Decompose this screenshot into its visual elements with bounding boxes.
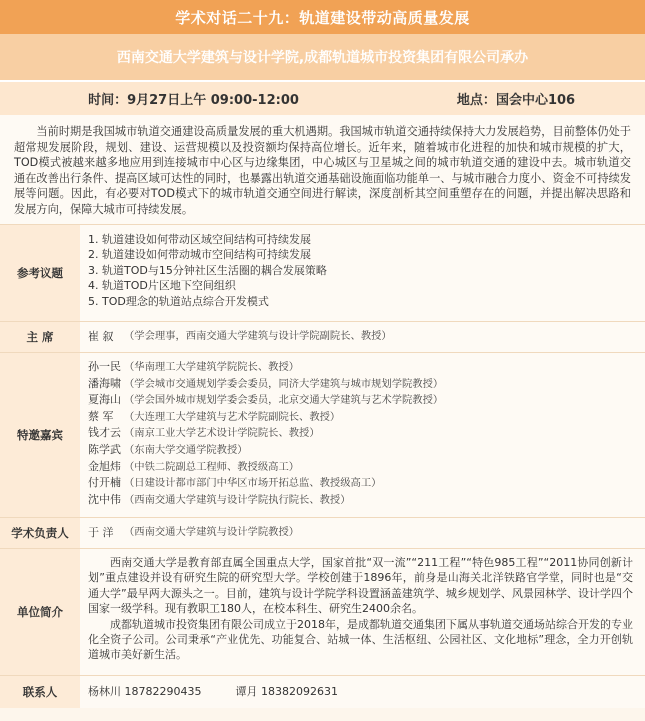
chair-role: （学会理事，西南交通大学建筑与设计学院副院长、教授） — [124, 330, 392, 343]
guest-item — [88, 492, 637, 509]
unit-intro-paragraph: 成都轨道城市投资集团有限公司成立于2018年，是成都轨道交通集团下属从事轨道交通场站综合开发的专业化全资子公司。公司秉承“产业优先、功能复合、站城一体、生活枢纽、公园社区、文化地标”理念，全力开创轨道城市美好新生活。 — [88, 617, 633, 662]
chair-label: 主 席 — [0, 322, 80, 352]
time-label: 时间： — [88, 93, 128, 108]
guest-item — [88, 409, 637, 426]
guest-role: （东南大学交通学院教授） — [124, 443, 248, 456]
guests-label: 特邀嘉宾 — [0, 353, 80, 517]
guest-name: 孙一民 — [88, 360, 121, 373]
guest-name: 陈学武 — [88, 442, 121, 456]
host-organizers: 西南交通大学建筑与设计学院,成都轨道城市投资集团有限公司承办 — [0, 34, 645, 82]
topic-item: 2. 轨道建设如何带动城市空间结构可持续发展 — [88, 248, 311, 262]
chair-name: 崔 叙 — [88, 330, 114, 344]
topics-label: 参考议题 — [0, 225, 80, 321]
guest-item — [88, 459, 637, 476]
guest-item — [88, 475, 637, 492]
contact-row — [0, 676, 645, 708]
location-value: 国会中心106 — [495, 93, 576, 108]
guest-role: （中铁二院副总工程师、教授级高工） — [124, 460, 300, 473]
guest-item — [88, 392, 637, 409]
time-value: 9月27日上午 09:00-12:00 — [127, 93, 299, 108]
units-label: 单位简介 — [0, 549, 80, 675]
contact-person-2: 谭月 18382092631 — [235, 685, 338, 699]
intro-paragraph: 当前时期是我国城市轨道交通建设高质量发展的重大机遇期。我国城市轨道交通持续保持大力发展趋势，目前整体仍处于超常规发展阶段，规划、建设、运营规模以及投资额均保持高位增长。近年来，随着城市化进程的加快和城市规模的扩大，TOD模式被越来越多地应用到连接城市中心区与边缘集团，中心城区与卫星城之间的城市轨道交通的建设中去。城市轨道交通在改善出行条件、提高区域可达性的同时，也暴露出轨道交通基础设施面临功能单一、与城市融合力度小、资金不可持续发展等问题。因此，有必要对TOD模式下的城市轨道交通空间进行解读，深度剖析其空间重塑存在的问题，并提出解决思路和发展方向，保障大城市可持续发展。 — [0, 115, 645, 225]
unit-intro-paragraph: 西南交通大学是教育部直属全国重点大学，国家首批“双一流”“211工程”“特色985工程”“2011协同创新计划”重点建设并设有研究生院的研究型大学。学校创建于1896年，前身是山海关北洋铁路官学堂，同时也是“交通大学”最早两大源头之一。目前，建筑与设计学院学科设置涵盖建筑学、城乡规划学、风景园林学、设计学四个国家一级学科。现有教职工180人，在校本科生、研究生2400余名。 — [88, 556, 633, 616]
guest-item — [88, 442, 637, 459]
topics-list — [80, 225, 645, 321]
location-label: 地点： — [456, 93, 496, 108]
time-info — [0, 89, 387, 108]
guest-role: （学会城市交通规划学委会委员，同济大学建筑与城市规划学院教授） — [124, 377, 444, 390]
guests-row — [0, 353, 645, 518]
guest-item — [88, 425, 637, 442]
guest-name: 夏海山 — [88, 393, 121, 407]
topic-item: 3. 轨道TOD与15分钟社区生活圈的耦合发展策略 — [88, 263, 327, 277]
lead-content — [80, 518, 645, 548]
guest-role: （日建设计都市部门中华区市场开拓总监、教授级高工） — [124, 477, 382, 490]
time-location-bar — [0, 82, 645, 115]
contact-content — [80, 676, 645, 708]
location-info — [387, 89, 645, 108]
lead-name: 于 洋 — [88, 526, 114, 540]
guests-list — [80, 353, 645, 517]
session-title: 学术对话二十九：轨道建设带动高质量发展 — [0, 0, 645, 34]
chair-content — [80, 322, 645, 352]
guest-name: 金旭炜 — [88, 459, 121, 473]
contact-person-1: 杨林川 18782290435 — [88, 685, 202, 699]
topic-item: 1. 轨道建设如何带动区域空间结构可持续发展 — [88, 233, 311, 246]
lead-row — [0, 518, 645, 549]
guest-name: 付开楠 — [88, 476, 121, 490]
topic-item: 5. TOD理念的轨道站点综合开发模式 — [88, 294, 269, 308]
units-row — [0, 549, 645, 676]
units-content — [80, 549, 645, 675]
topic-item: 4. 轨道TOD片区地下空间组织 — [88, 279, 236, 293]
guest-role: （南京工业大学艺术设计学院院长、教授） — [124, 427, 320, 440]
guest-name: 钱才云 — [88, 426, 121, 440]
guest-item — [88, 359, 637, 376]
contact-label: 联系人 — [0, 676, 80, 708]
guest-name: 潘海啸 — [88, 376, 121, 390]
chair-row — [0, 322, 645, 353]
topics-row — [0, 225, 645, 322]
guest-name: 蔡 军 — [88, 409, 114, 423]
guest-role: （学会国外城市规划学委会委员，北京交通大学建筑与艺术学院教授） — [124, 394, 444, 407]
lead-role: （西南交通大学建筑与设计学院教授） — [124, 526, 300, 539]
guest-name: 沈中伟 — [88, 492, 121, 506]
guest-role: （西南交通大学建筑与设计学院执行院长、教授） — [124, 493, 351, 506]
lead-label: 学术负责人 — [0, 518, 80, 548]
guest-item — [88, 376, 637, 393]
guest-role: （大连理工大学建筑与艺术学院副院长、教授） — [124, 410, 341, 423]
guest-role: （华南理工大学建筑学院院长、教授） — [124, 361, 300, 373]
